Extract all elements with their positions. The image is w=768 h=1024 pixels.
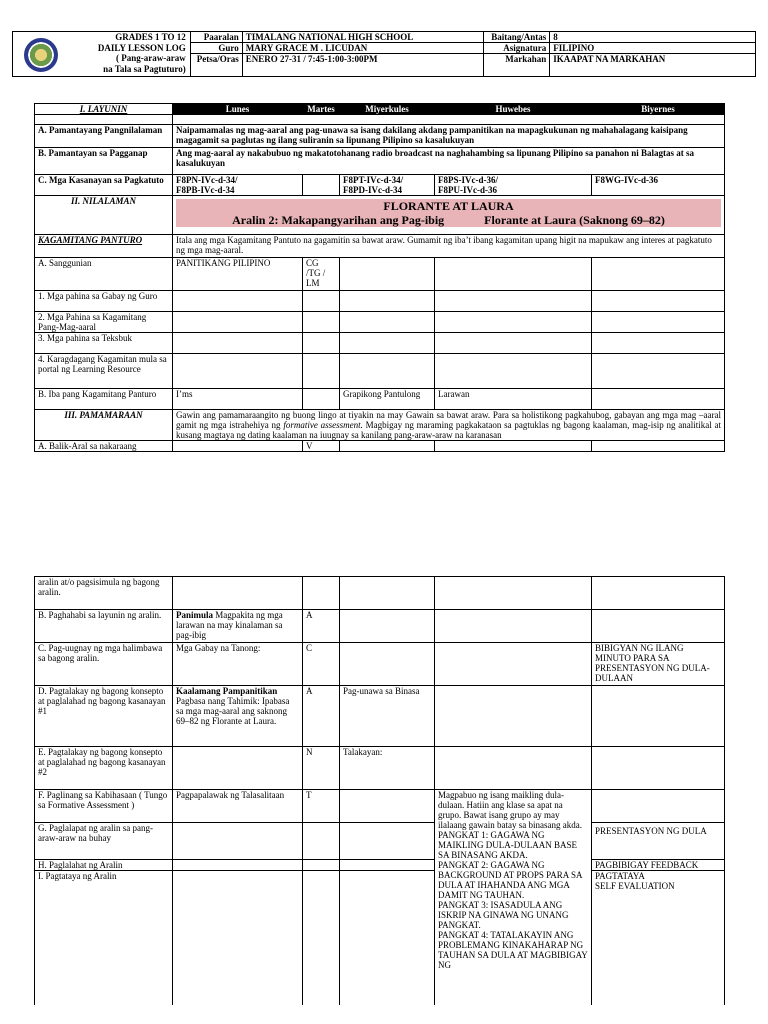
topic-subtitle (176, 213, 721, 227)
lesson-table-page-1 (34, 103, 725, 452)
topic-aralin: Aralin 2: Makapangyarihan ang Pag-ibig (232, 213, 445, 227)
learning-resource-label: 4. Karagdagang Kagamitan mula sa portal ng Learning Resource (35, 354, 173, 389)
layunin-heading: I. LAYUNIN (35, 104, 173, 115)
asignatura-label: Asignatura (484, 43, 550, 54)
pagtalakay-1-martes: A (303, 686, 340, 747)
lesson-table-page-2 (34, 576, 725, 1005)
gabay-guro-label: 1. Mga pahina sa Gabay ng Guro (35, 291, 173, 312)
day-huwebes: Huwebes (435, 104, 592, 115)
paglalapat-biyernes: PRESENTASYON NG DULA (592, 823, 725, 860)
kasanayan-label: C. Mga Kasanayan sa Pagkatuto (35, 175, 173, 196)
pamamaraan-heading: III. PAMAMARAAN (35, 410, 173, 441)
markahan-label: Markahan (484, 54, 550, 77)
day-martes: Martes (303, 104, 340, 115)
petsa-value: ENERO 27-31 / 7:45-1:00-3:00PM (242, 54, 484, 77)
sanggunian-label: A. Sanggunian (35, 258, 173, 291)
paglalahat-biyernes: PAGBIBIGAY FEEDBACK (592, 860, 725, 871)
topic-banner (176, 199, 721, 227)
kasanayan-biyernes: F8WG-IVc-d-36 (592, 175, 725, 196)
iba-kagamitan-huwebes: Larawan (435, 389, 592, 410)
paglalahat-label: H. Paglalahat ng Aralin (35, 860, 173, 871)
balik-aral-continued: aralin at/o pagsisimula ng bagong aralin. (35, 577, 173, 610)
markahan-value: IKAAPAT NA MARKAHAN (550, 54, 756, 77)
nilalaman-heading: II. NILALAMAN (35, 196, 173, 235)
guro-label: Guro (190, 43, 242, 54)
pagtataya-label: I. Pagtataya ng Aralin (35, 871, 173, 1006)
paghahabi-lunes: Panimula Magpakita ng mga larawan na may kinalaman sa pag-ibig (173, 610, 303, 643)
pagtalakay-2-martes: N (303, 747, 340, 790)
pag-uugnay-label: C. Pag-uugnay ng mga halimbawa sa bagong aralin. (35, 643, 173, 686)
pag-uugnay-biyernes: BIBIGYAN NG ILANG MINUTO PARA SA PRESENTASYON NG DULA-DULAAN (592, 643, 725, 686)
pamantayan-pagganap-text: Ang mag-aaral ay nakabubuo ng makatotohanang radio broadcast na naghahambing sa lipunang Pilipino sa panahon ni Balagtas at sa kasalukuyan (173, 148, 725, 175)
pagtataya-biyernes: PAGTATAYA SELF EVALUATION (592, 871, 725, 1006)
iba-kagamitan-miyerkules: Grapikong Pantulong (340, 389, 435, 410)
iba-kagamitan-lunes: I’ms (173, 389, 303, 410)
petsa-label: Petsa/Oras (190, 54, 242, 77)
pagtalakay-1-lunes: Kaalamang Pampanitikan Pagbasa nang Tahimik: Ipabasa sa mga mag-aaral ang saknong 69–82 ng Florante at Laura. (173, 686, 303, 747)
baitang-label: Baitang/Antas (484, 32, 550, 43)
day-lunes: Lunes (173, 104, 303, 115)
pamantayan-pagganap-label: B. Pamantayan sa Pagganap (35, 148, 173, 175)
pagtalakay-2-miyerkules: Talakayan: (340, 747, 435, 790)
paghahabi-martes: A (303, 610, 340, 643)
topic-saknong: Florante at Laura (Saknong 69–82) (484, 213, 665, 227)
kagamitang-mag-aaral-label: 2. Mga Pahina sa Kagamitang Pang-Mag-aaral (35, 312, 173, 333)
pag-uugnay-lunes: Mga Gabay na Tanong: (173, 643, 303, 686)
paglinang-lunes: Pagpapalawak ng Talasalitaan (173, 790, 303, 823)
kagamitan-text: Itala ang mga Kagamitang Pantuto na gagamitin sa bawat araw. Gumamit ng iba’t ibang kagamitan upang higit na mapukaw ang interes at pagkatuto ng mga mag-aaral. (173, 235, 725, 258)
balik-aral-label: A. Balik-Aral sa nakaraang (35, 441, 173, 452)
sanggunian-lunes: PANITIKANG PILIPINO (173, 258, 303, 291)
asignatura-value: FILIPINO (550, 43, 756, 54)
balik-aral-martes: V (303, 441, 340, 452)
pag-uugnay-martes: C (303, 643, 340, 686)
guro-value: MARY GRACE M . LICUDAN (242, 43, 484, 54)
paglinang-label: F. Paglinang sa Kabihasaan ( Tungo sa Formative Assessment ) (35, 790, 173, 823)
kasanayan-lunes: F8PN-IVc-d-34/ F8PB-IVc-d-34 (173, 175, 303, 196)
paglinang-martes: T (303, 790, 340, 823)
iba-kagamitan-label: B. Iba pang Kagamitang Panturo (35, 389, 173, 410)
day-biyernes: Biyernes (592, 104, 725, 115)
day-miyerkules: Miyerkules (340, 104, 435, 115)
teksbuk-label: 3. Mga pahina sa Teksbuk (35, 333, 173, 354)
pamantayang-pangnilalaman-text: Naipamamalas ng mag-aaral ang pag-unawa sa isang dakilang akdang pampanitikan na mapagkukunan ng mahahalagang kaisipang magagamit sa paglutas ng ilang suliranin sa lipunang Pilipino sa kasalukuyan (173, 125, 725, 148)
pagtalakay-1-label: D. Pagtalakay ng bagong konsepto at paglalahad ng bagong kasanayan #1 (35, 686, 173, 747)
sanggunian-martes: CG /TG / LM (303, 258, 340, 291)
kasanayan-miyerkules: F8PT-IVc-d-34/ F8PD-IVc-d-34 (340, 175, 435, 196)
paglalapat-label: G. Paglalapat ng aralin sa pang-araw-araw na buhay (35, 823, 173, 860)
baitang-value: 8 (550, 32, 756, 43)
pamantayang-pangnilalaman-label: A. Pamantayang Pangnilalaman (35, 125, 173, 148)
dula-dulaan-activity: Magpabuo ng isang maikling dula-dulaan. Hatiin ang klase sa apat na grupo. Bawat isang grupo ay may ilalaang gawain batay sa binasang akda. PANGKAT 1: GAGAWA NG MAIKLING DULA-DULAAN BASE SA BINASANG AKDA. PANGKAT 2: GAGAWA NG BACKGROUND AT PROPS PARA SA DULA AT IHAHANDA ANG MGA DAMIT NG TAUHAN. PANGKAT 3: ISASADULA ANG ISKRIP NA GINAWA NG UNANG PANGKAT. PANGKAT 4: TATALAKAYIN ANG PROBLEMANG KINAKAHARAP NG TAUHAN SA DULA AT MAGBIBIGAY NG (435, 790, 592, 1006)
header-table (12, 31, 756, 77)
kasanayan-huwebes: F8PS-IVc-d-36/ F8PU-IVc-d-36 (435, 175, 592, 196)
topic-title: FLORANTE AT LAURA (383, 199, 514, 213)
paaralan-value: TIMALANG NATIONAL HIGH SCHOOL (242, 32, 484, 43)
paaralan-label: Paaralan (190, 32, 242, 43)
kagamitan-heading: KAGAMITANG PANTURO (35, 235, 173, 258)
pagtalakay-2-label: E. Pagtalakay ng bagong konsepto at paglalahad ng bagong kasanayan #2 (35, 747, 173, 790)
header-title: GRADES 1 TO 12 DAILY LESSON LOG ( Pang-araw-araw na Tala sa Pagtuturo) (13, 32, 191, 77)
paghahabi-label: B. Paghahabi sa layunin ng aralin. (35, 610, 173, 643)
pamamaraan-text: Gawin ang pamamaraangito ng buong lingo at tiyakin na may Gawain sa bawat araw. Para sa holistikong pagkahubog, gabayan ang mga mag –aaral gamit ng mga istrahehiya ng formative assessment. Magbigay ng maraming pagkakataon sa pagtuklas ng bagong kaalaman, mag-isip ng analitikal at kusang magtaya ng dating kaalaman na iuugnay sa kanilang pang-araw-araw na karanasan (173, 410, 725, 441)
pagtalakay-1-miyerkules: Pag-unawa sa Binasa (340, 686, 435, 747)
